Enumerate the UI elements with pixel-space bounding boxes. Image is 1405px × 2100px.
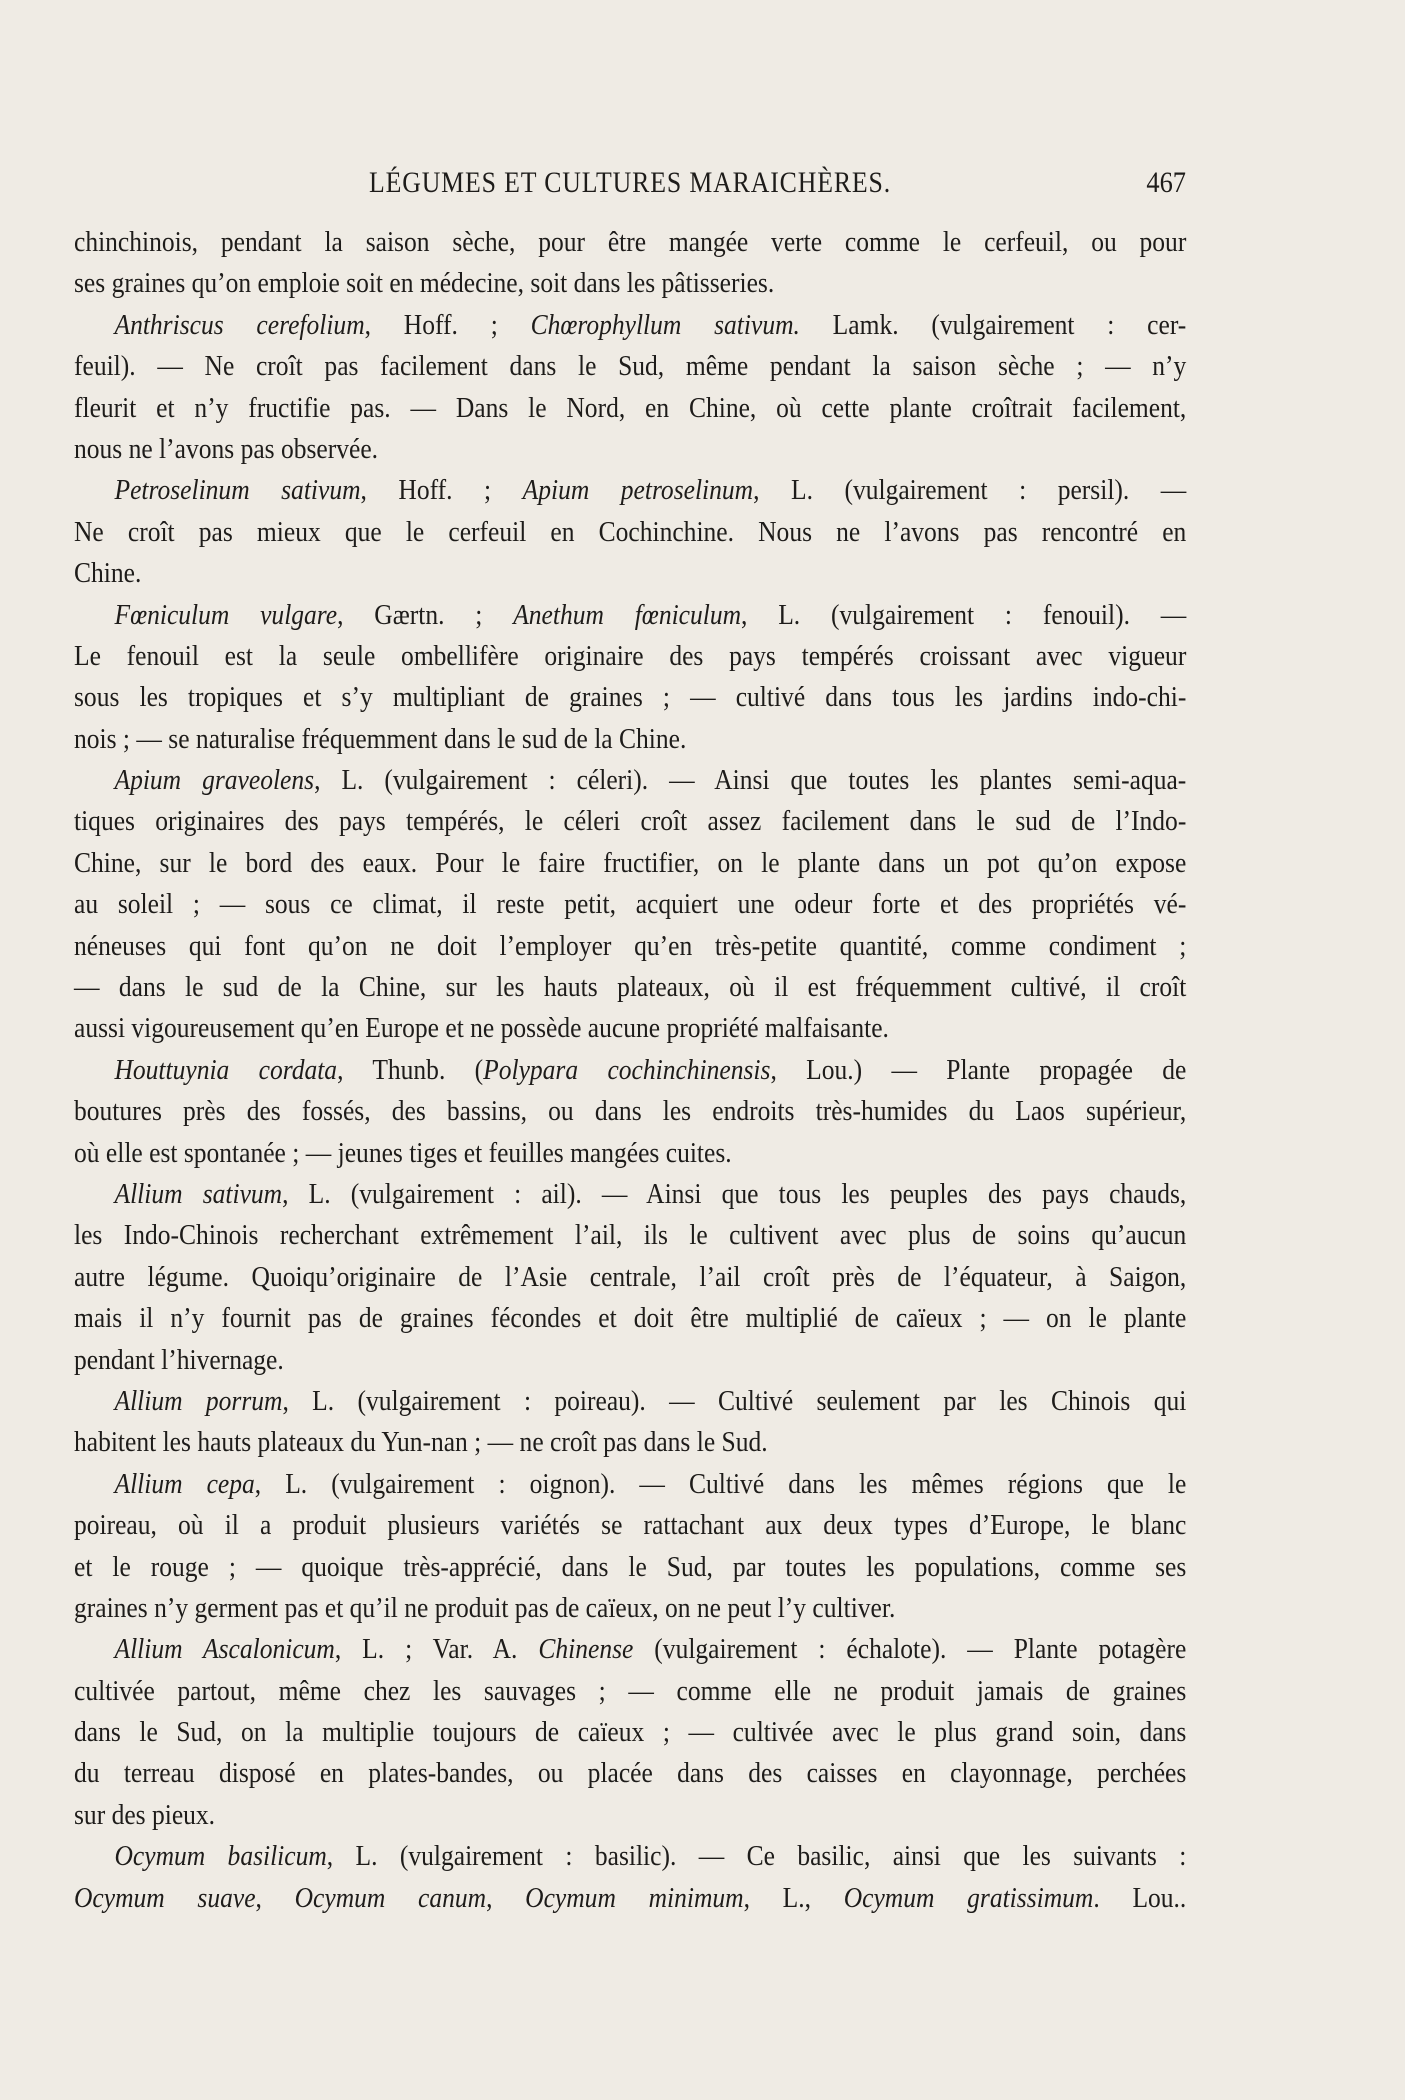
text-run: , L. (vulgairement : céleri). — Ainsi que toutes les plantes semi-aqua- (314, 764, 1187, 797)
paragraph (74, 1174, 1186, 1381)
text-run: , L., (743, 1881, 844, 1914)
text-run: autre légume. Quoiqu’originaire de l’Asie centrale, l’ail croît près de l’équateur, à Saigon, (74, 1260, 1187, 1293)
text-run: ses graines qu’on emploie soit en médecine, soit dans les pâtisseries. (74, 267, 775, 300)
text-line (74, 1008, 1186, 1049)
text-line (74, 1547, 1186, 1588)
text-run: , (255, 1881, 295, 1914)
species-name: Fœniculum vulgare (114, 598, 338, 631)
text-line (74, 843, 1186, 884)
text-run: aussi vigoureusement qu’en Europe et ne possède aucune propriété malfaisante. (74, 1012, 889, 1045)
species-name: Ocymum gratissimum (843, 1881, 1094, 1914)
text-run: , Lou.) — Plante propagée de (770, 1053, 1187, 1086)
text-line (74, 926, 1186, 967)
text-run: pendant l’hivernage. (74, 1343, 284, 1376)
text-line (74, 760, 1186, 801)
text-run: , L. (vulgairement : ail). — Ainsi que tous les peuples des pays chauds, (282, 1177, 1187, 1210)
species-name: Houttuynia cordata (114, 1053, 338, 1086)
body-text (74, 222, 1186, 1919)
paragraph (74, 305, 1186, 471)
text-line (74, 884, 1186, 925)
text-run: sous les tropiques et s’y multipliant de graines ; — cultivé dans tous les jardins indo-chi- (74, 681, 1187, 714)
text-run: boutures près des fossés, des bassins, ou dans les endroits très-humides du Laos supérieur, (74, 1095, 1187, 1128)
text-line (74, 1878, 1186, 1919)
text-run: Chine, sur le bord des eaux. Pour le faire fructifier, on le plante dans un pot qu’on expose (74, 846, 1187, 879)
text-line (74, 1257, 1186, 1298)
species-name: Polypara cochinchinensis (483, 1053, 771, 1086)
species-name: Chinense (538, 1633, 634, 1666)
text-run: , L. (vulgairement : basilic). — Ce basilic, ainsi que les suivants : (326, 1840, 1187, 1873)
text-run: (vulgairement : échalote). — Plante potagère (633, 1633, 1187, 1666)
text-run: , Thunb. ( (337, 1053, 484, 1086)
species-name: Allium cepa (114, 1467, 255, 1500)
species-name: Allium porrum (114, 1384, 283, 1417)
text-line (74, 1298, 1186, 1339)
species-name: Ocymum minimum (525, 1881, 744, 1914)
paragraph (74, 1381, 1186, 1464)
text-run: néneuses qui font qu’on ne doit l’employer qu’en très-petite quantité, comme condiment ; (74, 929, 1187, 962)
paragraph (74, 595, 1186, 761)
text-run: cultivée partout, même chez les sauvages ; — comme elle ne produit jamais de graines (74, 1674, 1187, 1707)
text-line (74, 1505, 1186, 1546)
species-name: Apium petroselinum (522, 474, 754, 507)
species-name: Apium graveolens (114, 764, 315, 797)
species-name: Chœrophyllum sativum. (530, 308, 800, 341)
paragraph (74, 1050, 1186, 1174)
text-line (74, 388, 1186, 429)
text-run: les Indo-Chinois recherchant extrêmement l’ail, ils le cultivent avec plus de soins qu’aucun (74, 1219, 1187, 1252)
text-line (74, 1174, 1186, 1215)
paragraph (74, 222, 1186, 305)
text-line (74, 1422, 1186, 1463)
text-line (74, 1795, 1186, 1836)
text-line (74, 263, 1186, 304)
text-run: , L. ; Var. A. (334, 1633, 539, 1666)
text-run: fleurit et n’y fructifie pas. — Dans le Nord, en Chine, où cette plante croîtrait facilement, (74, 391, 1187, 424)
text-line (74, 636, 1186, 677)
text-line (74, 429, 1186, 470)
text-line (74, 1836, 1186, 1877)
text-line (74, 967, 1186, 1008)
text-run: dans le Sud, on la multiplie toujours de caïeux ; — cultivée avec le plus grand soin, dans (74, 1716, 1187, 1749)
text-run: , L. (vulgairement : oignon). — Cultivé dans les mêmes régions que le (254, 1467, 1187, 1500)
text-run: graines n’y germent pas et qu’il ne produit pas de caïeux, on ne peut l’y cultiver. (74, 1591, 896, 1624)
text-run: , Hoff. ; (364, 308, 531, 341)
paragraph (74, 1629, 1186, 1836)
text-line (74, 1215, 1186, 1256)
species-name: Ocymum canum (294, 1881, 487, 1914)
species-name: Petroselinum sativum (114, 474, 361, 507)
text-line (74, 346, 1186, 387)
species-name: Anethum fœniculum (513, 598, 742, 631)
text-line (74, 719, 1186, 760)
text-run: poireau, où il a produit plusieurs variétés se rattachant aux deux types d’Europe, le blanc (74, 1509, 1187, 1542)
text-run: Le fenouil est la seule ombellifère originaire des pays tempérés croissant avec vigueur (74, 639, 1187, 672)
text-run: . Lou.. (1093, 1881, 1187, 1914)
text-line (74, 305, 1186, 346)
text-run: où elle est spontanée ; — jeunes tiges et feuilles mangées cuites. (74, 1136, 732, 1169)
text-run: du terreau disposé en plates-bandes, ou placée dans des caisses en clayonnage, perchées (74, 1757, 1187, 1790)
text-run: sur des pieux. (74, 1798, 216, 1831)
text-run: nous ne l’avons pas observée. (74, 432, 379, 465)
text-line (74, 1671, 1186, 1712)
text-line (74, 512, 1186, 553)
text-run: , (486, 1881, 526, 1914)
text-line (74, 595, 1186, 636)
paragraph (74, 760, 1186, 1050)
text-run: , Gærtn. ; (337, 598, 514, 631)
text-run: , L. (vulgairement : fenouil). — (741, 598, 1187, 631)
text-run: , L. (vulgairement : persil). — (753, 474, 1187, 507)
text-line (74, 677, 1186, 718)
text-line (74, 470, 1186, 511)
text-line (74, 1712, 1186, 1753)
text-line (74, 222, 1186, 263)
text-line (74, 1340, 1186, 1381)
running-title: LÉGUMES ET CULTURES MARAICHÈRES. (368, 166, 892, 199)
text-run: et le rouge ; — quoique très-apprécié, dans le Sud, par toutes les populations, comme ses (74, 1550, 1187, 1583)
text-line (74, 1381, 1186, 1422)
text-line (74, 1464, 1186, 1505)
page-header (74, 166, 1186, 210)
text-line (74, 801, 1186, 842)
text-line (74, 1091, 1186, 1132)
text-line (74, 1133, 1186, 1174)
text-run: Chine. (74, 557, 142, 590)
text-run: Ne croît pas mieux que le cerfeuil en Cochinchine. Nous ne l’avons pas rencontré en (74, 515, 1187, 548)
species-name: Anthriscus cerefolium (114, 308, 365, 341)
text-run: nois ; — se naturalise fréquemment dans le sud de la Chine. (74, 722, 687, 755)
text-run: Lamk. (vulgairement : cer- (799, 308, 1187, 341)
text-run: habitent les hauts plateaux du Yun-nan ; — ne croît pas dans le Sud. (74, 1426, 768, 1459)
text-run: tiques originaires des pays tempérés, le céleri croît assez facilement dans le sud de l’Indo- (74, 805, 1187, 838)
text-line (74, 553, 1186, 594)
species-name: Ocymum suave (74, 1881, 256, 1914)
text-line (74, 1050, 1186, 1091)
text-line (74, 1753, 1186, 1794)
text-run: au soleil ; — sous ce climat, il reste petit, acquiert une odeur forte et des propriétés vé- (74, 888, 1187, 921)
paragraph (74, 1836, 1186, 1919)
species-name: Allium sativum (114, 1177, 283, 1210)
text-run: mais il n’y fournit pas de graines fécondes et doit être multiplié de caïeux ; — on le plante (74, 1302, 1187, 1335)
text-run: feuil). — Ne croît pas facilement dans le Sud, même pendant la saison sèche ; — n’y (74, 350, 1187, 383)
paragraph (74, 470, 1186, 594)
text-line (74, 1588, 1186, 1629)
text-run: , L. (vulgairement : poireau). — Cultivé seulement par les Chinois qui (282, 1384, 1187, 1417)
text-run: chinchinois, pendant la saison sèche, pour être mangée verte comme le cerfeuil, ou pour (74, 226, 1187, 258)
paragraph (74, 1464, 1186, 1630)
text-run: — dans le sud de la Chine, sur les hauts plateaux, où il est fréquemment cultivé, il croît (74, 971, 1187, 1004)
text-line (74, 1629, 1186, 1670)
species-name: Ocymum basilicum (114, 1840, 327, 1873)
page-number: 467 (1146, 166, 1186, 199)
text-run: , Hoff. ; (360, 474, 523, 507)
species-name: Allium Ascalonicum (114, 1633, 335, 1666)
